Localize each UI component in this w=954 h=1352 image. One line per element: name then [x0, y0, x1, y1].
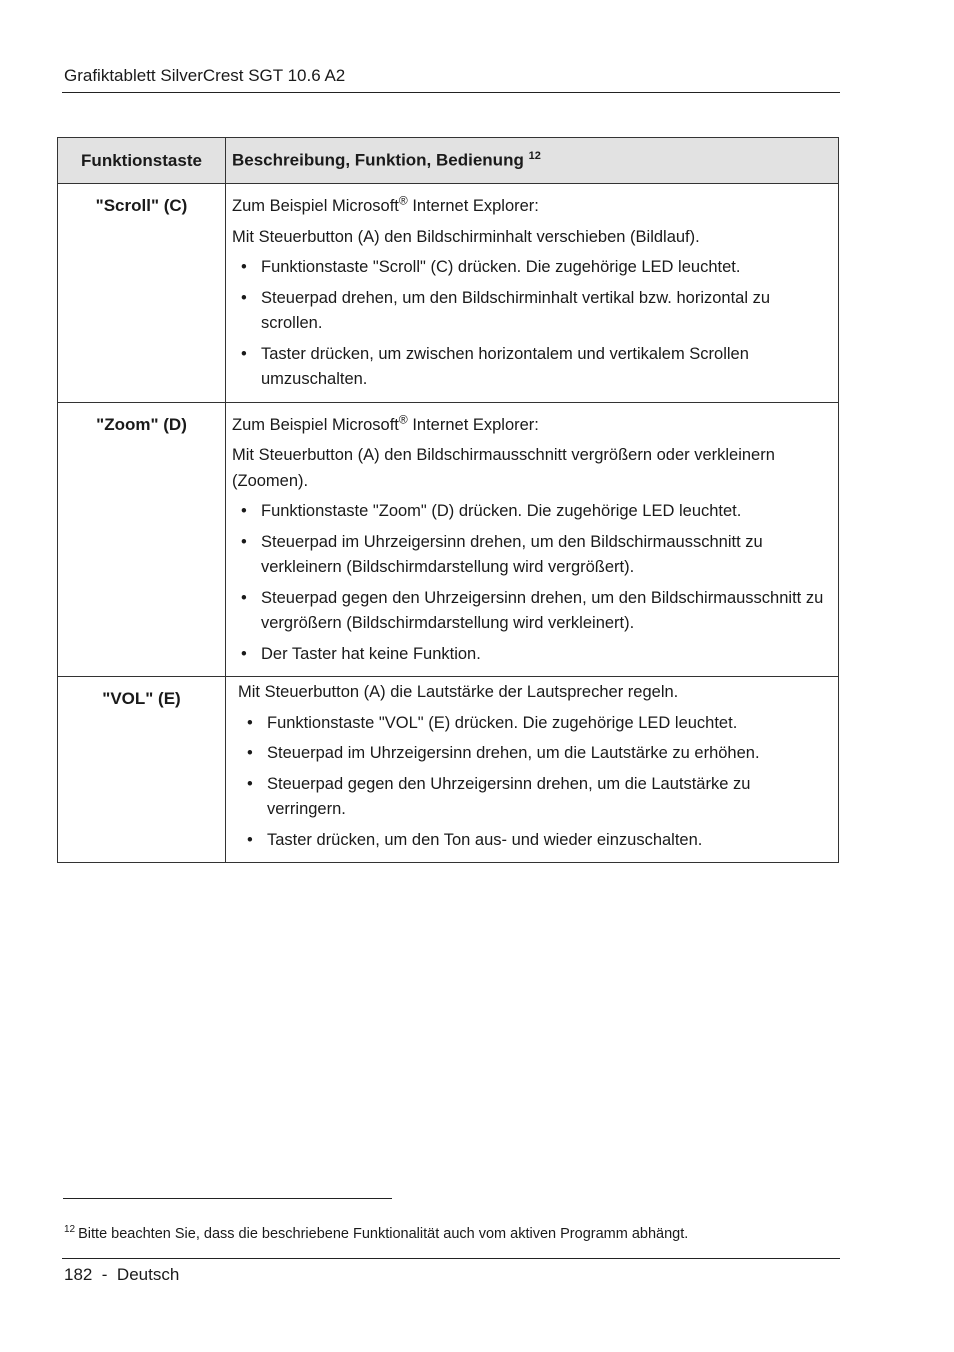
- bullet-icon: •: [247, 830, 253, 849]
- function-key-table: [57, 137, 839, 863]
- footnote: [64, 1224, 688, 1242]
- bullet-icon: •: [241, 644, 247, 663]
- running-header: Grafiktablett SilverCrest SGT 10.6 A2: [64, 66, 346, 85]
- list-item-text: Funktionstaste "Zoom" (D) drücken. Die zugehörige LED leuchtet.: [261, 502, 742, 520]
- column-header-function-key: Funktionstaste: [58, 138, 226, 184]
- table-row-vol: [58, 677, 839, 863]
- list-item-text: Taster drücken, um zwischen horizontalem und vertikalem Scrollen umzuschalten.: [261, 344, 749, 388]
- description-paragraph: Mit Steuerbutton (A) die Lautstärke der Lautsprecher regeln.: [238, 683, 679, 701]
- footnote-marker: 12: [64, 1224, 76, 1235]
- instruction-list: [232, 255, 832, 393]
- bullet-icon: •: [241, 502, 247, 520]
- list-item: [238, 711, 832, 737]
- list-item-text: Steuerpad im Uhrzeigersinn drehen, um den Bildschirmausschnitt zu verkleinern (Bildschirmdarstellung wird vergrößert).: [261, 532, 763, 576]
- registered-mark: ®: [398, 412, 408, 426]
- list-item-text: Steuerpad gegen den Uhrzeigersinn drehen, um den Bildschirmausschnitt zu vergrößern (Bildschirmdarstellung wird verkleinert).: [261, 588, 824, 632]
- list-item-text: Steuerpad im Uhrzeigersinn drehen, um die Lautstärke zu erhöhen.: [267, 744, 760, 762]
- table-row-zoom: [58, 402, 839, 677]
- column-header-description-label: Beschreibung, Funktion, Bedienung: [232, 150, 524, 170]
- instruction-list: [232, 499, 832, 667]
- footnote-rule: [63, 1198, 392, 1199]
- example-line: [232, 413, 832, 439]
- bullet-icon: •: [247, 713, 253, 732]
- bullet-icon: •: [247, 744, 253, 762]
- function-key-scroll: "Scroll" (C): [58, 184, 226, 403]
- list-item: [232, 586, 832, 637]
- description-paragraph: Mit Steuerbutton (A) den Bildschirmausschnitt vergrößern oder verkleinern (Zoomen).: [232, 446, 775, 490]
- list-item-text: Steuerpad gegen den Uhrzeigersinn drehen, um die Lautstärke zu verringern.: [267, 774, 751, 818]
- list-item: [238, 772, 832, 823]
- list-item-text: Taster drücken, um den Ton aus- und wieder einzuschalten.: [267, 830, 703, 849]
- footnote-text: Bitte beachten Sie, dass die beschriebene Funktionalität auch vom aktiven Programm abhängt.: [78, 1225, 689, 1242]
- list-item: [232, 642, 832, 668]
- footer-rule: [62, 1258, 840, 1259]
- example-text: Zum Beispiel Microsoft: [232, 415, 399, 434]
- list-item: [238, 741, 832, 767]
- description-zoom: [226, 402, 839, 677]
- column-header-description: [226, 138, 839, 184]
- function-key-zoom: "Zoom" (D): [58, 402, 226, 677]
- header-rule: [62, 92, 840, 93]
- list-item-text: Funktionstaste "Scroll" (C) drücken. Die zugehörige LED leuchtet.: [261, 258, 741, 276]
- bullet-icon: •: [247, 774, 253, 793]
- list-item-text: Der Taster hat keine Funktion.: [261, 644, 481, 663]
- description-scroll: [226, 184, 839, 403]
- list-item: [232, 499, 832, 525]
- list-item: [232, 530, 832, 581]
- list-item-text: Funktionstaste "VOL" (E) drücken. Die zugehörige LED leuchtet.: [267, 713, 738, 732]
- table-header-row: [58, 138, 839, 184]
- example-text-suffix: Internet Explorer:: [407, 197, 539, 215]
- list-item: [232, 342, 832, 393]
- registered-mark: ®: [398, 193, 408, 208]
- example-text: Zum Beispiel Microsoft: [232, 197, 399, 215]
- bullet-icon: •: [241, 344, 247, 363]
- description-vol: [226, 677, 839, 863]
- instruction-list: [238, 711, 832, 854]
- table-row-scroll: [58, 184, 839, 403]
- list-item: [232, 286, 832, 337]
- bullet-icon: •: [241, 258, 247, 276]
- page-number: 182 - Deutsch: [64, 1265, 180, 1284]
- example-line: [232, 194, 832, 220]
- description-paragraph: Mit Steuerbutton (A) den Bildschirminhalt verschieben (Bildlauf).: [232, 227, 700, 246]
- bullet-icon: •: [241, 288, 247, 307]
- bullet-icon: •: [241, 532, 247, 551]
- footnote-reference: 12: [528, 150, 541, 163]
- bullet-icon: •: [241, 588, 247, 607]
- list-item-text: Steuerpad drehen, um den Bildschirminhalt vertikal bzw. horizontal zu scrollen.: [261, 288, 771, 332]
- list-item: [238, 828, 832, 854]
- example-text-suffix: Internet Explorer:: [407, 415, 539, 434]
- function-key-vol: "VOL" (E): [58, 677, 226, 863]
- list-item: [232, 255, 832, 281]
